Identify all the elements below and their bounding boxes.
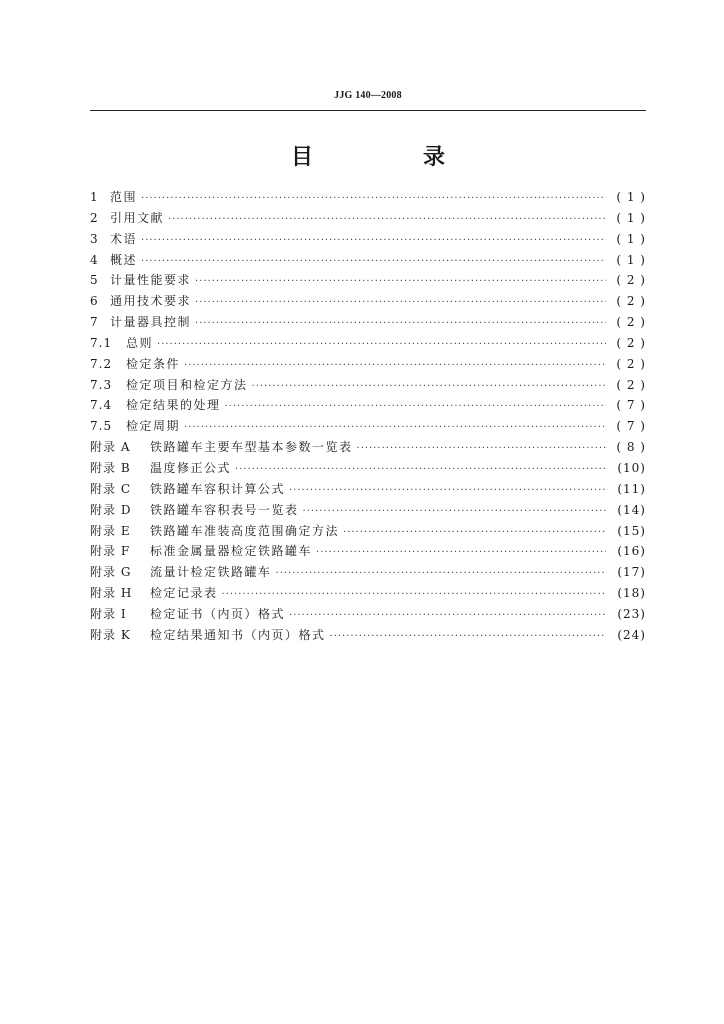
toc-entry-label: 检定周期: [126, 419, 181, 434]
toc-entry-number: 附录 G: [90, 565, 132, 580]
toc-entry-label: 引用文献: [110, 210, 165, 225]
dot-leader: [303, 502, 606, 523]
toc-entry[interactable]: [90, 208, 646, 229]
toc-entry-page: ( 2 ): [616, 273, 646, 288]
toc-entry-page: (16): [617, 544, 646, 559]
toc-entry[interactable]: [90, 270, 646, 291]
toc-entry[interactable]: [90, 541, 646, 562]
dot-leader: [276, 564, 606, 585]
toc-entry-page: ( 2 ): [616, 356, 646, 371]
toc-entry-number: 附录 K: [90, 627, 131, 642]
dot-leader: [357, 439, 606, 460]
toc-entry-label: 检定结果通知书（内页）格式: [150, 627, 326, 642]
toc-entry-label: 标准金属量器检定铁路罐车: [150, 544, 313, 559]
dot-leader: [252, 377, 606, 398]
toc-entry-page: ( 1 ): [616, 252, 646, 267]
toc-entry-page: ( 1 ): [616, 231, 646, 246]
toc-entry-number: 7.5: [90, 419, 113, 434]
toc-entry-page: ( 2 ): [616, 377, 646, 392]
toc-entry-number: 1: [90, 190, 99, 204]
toc-entry-page: ( 7 ): [616, 419, 646, 434]
toc-entry-number: 3: [90, 231, 99, 246]
toc-entry-number: 附录 H: [90, 586, 133, 601]
toc-entry[interactable]: [90, 521, 646, 542]
toc-entry-number: 附录 A: [90, 440, 131, 455]
toc-entry-number: 7.2: [90, 356, 113, 371]
toc-entry-page: ( 7 ): [616, 398, 646, 413]
toc-entry[interactable]: [90, 437, 646, 458]
dot-leader: [289, 481, 606, 502]
toc-entry-page: ( 8 ): [616, 440, 646, 455]
toc-entry-label: 术语: [110, 231, 138, 246]
toc-entry-label: 计量器具控制: [110, 315, 192, 330]
dot-leader: [343, 523, 606, 544]
toc-entry-number: 附录 F: [90, 544, 131, 559]
toc-entry-number: 7.3: [90, 377, 113, 392]
dot-leader: [222, 585, 606, 606]
toc-entry-page: ( 2 ): [616, 294, 646, 309]
toc-entry-label: 概述: [110, 252, 138, 267]
toc-entry-label: 检定条件: [126, 356, 181, 371]
dot-leader: [184, 418, 606, 439]
toc-entry-label: 范围: [110, 190, 138, 204]
toc-entry[interactable]: [90, 604, 646, 625]
dot-leader: [195, 272, 606, 293]
toc-entry-page: (10): [617, 460, 646, 475]
toc-entry[interactable]: [90, 625, 646, 646]
toc-entry-page: (24): [617, 627, 646, 642]
toc-entry-label: 检定记录表: [150, 586, 218, 601]
toc-entry-number: 7: [90, 315, 99, 330]
toc-entry-label: 计量性能要求: [110, 273, 192, 288]
toc-entry-page: ( 1 ): [616, 190, 646, 204]
toc-entry-label: 铁路罐车准装高度范围确定方法: [150, 523, 340, 538]
toc-entry-number: 7.4: [90, 398, 113, 413]
toc-entry[interactable]: [90, 250, 646, 271]
toc-entry-page: ( 2 ): [616, 315, 646, 330]
dot-leader: [195, 314, 606, 335]
dot-leader: [289, 606, 606, 627]
toc-entry-page: (17): [617, 565, 646, 580]
toc-entry-label: 检定证书（内页）格式: [150, 606, 286, 621]
dot-leader: [141, 231, 606, 252]
toc-entry[interactable]: [90, 354, 646, 375]
toc-entry[interactable]: [90, 291, 646, 312]
dot-leader: [225, 397, 606, 418]
table-of-contents: [90, 187, 646, 646]
toc-entry[interactable]: [90, 187, 646, 208]
toc-entry[interactable]: [90, 562, 646, 583]
toc-entry[interactable]: [90, 583, 646, 604]
toc-entry[interactable]: [90, 333, 646, 354]
toc-entry-label: 通用技术要求: [110, 294, 192, 309]
toc-entry-label: 铁路罐车主要车型基本参数一览表: [150, 440, 353, 455]
toc-entry[interactable]: [90, 312, 646, 333]
toc-entry[interactable]: [90, 229, 646, 250]
header-rule: [90, 110, 646, 111]
dot-leader: [168, 210, 606, 231]
toc-entry-number: 2: [90, 210, 99, 225]
toc-entry[interactable]: [90, 458, 646, 479]
toc-entry-page: ( 2 ): [616, 335, 646, 350]
dot-leader: [235, 460, 606, 481]
toc-entry-page: (15): [617, 523, 646, 538]
toc-entry-label: 温度修正公式: [150, 460, 232, 475]
toc-entry-label: 总则: [126, 335, 154, 350]
toc-entry-label: 铁路罐车容积表号一览表: [150, 502, 299, 517]
toc-entry[interactable]: [90, 416, 646, 437]
toc-entry-label: 流量计检定铁路罐车: [150, 565, 272, 580]
dot-leader: [141, 189, 606, 210]
toc-entry-number: 4: [90, 252, 99, 267]
toc-entry[interactable]: [90, 375, 646, 396]
dot-leader: [330, 627, 606, 648]
dot-leader: [184, 356, 606, 377]
dot-leader: [195, 293, 606, 314]
toc-entry-number: 7.1: [90, 335, 113, 350]
toc-entry-page: (23): [617, 606, 646, 621]
toc-entry-number: 附录 I: [90, 606, 127, 621]
dot-leader: [157, 335, 606, 356]
toc-entry-label: 检定结果的处理: [126, 398, 221, 413]
running-header: JJG 140—2008: [334, 90, 402, 101]
toc-entry-number: 附录 E: [90, 523, 131, 538]
toc-entry-label: 铁路罐车容积计算公式: [150, 481, 286, 496]
dot-leader: [316, 543, 606, 564]
toc-entry[interactable]: [90, 479, 646, 500]
toc-entry-number: 附录 D: [90, 502, 132, 517]
toc-entry-page: (18): [617, 586, 646, 601]
toc-entry[interactable]: [90, 395, 646, 416]
toc-entry-number: 附录 C: [90, 481, 131, 496]
toc-entry-number: 6: [90, 294, 99, 309]
toc-entry-number: 附录 B: [90, 460, 131, 475]
toc-entry-page: (14): [617, 502, 646, 517]
toc-title: 目 录: [290, 145, 489, 170]
toc-entry-page: ( 1 ): [616, 210, 646, 225]
toc-entry-page: (11): [617, 481, 646, 496]
toc-entry-number: 5: [90, 273, 99, 288]
toc-entry[interactable]: [90, 500, 646, 521]
toc-entry-label: 检定项目和检定方法: [126, 377, 248, 392]
dot-leader: [141, 252, 606, 273]
